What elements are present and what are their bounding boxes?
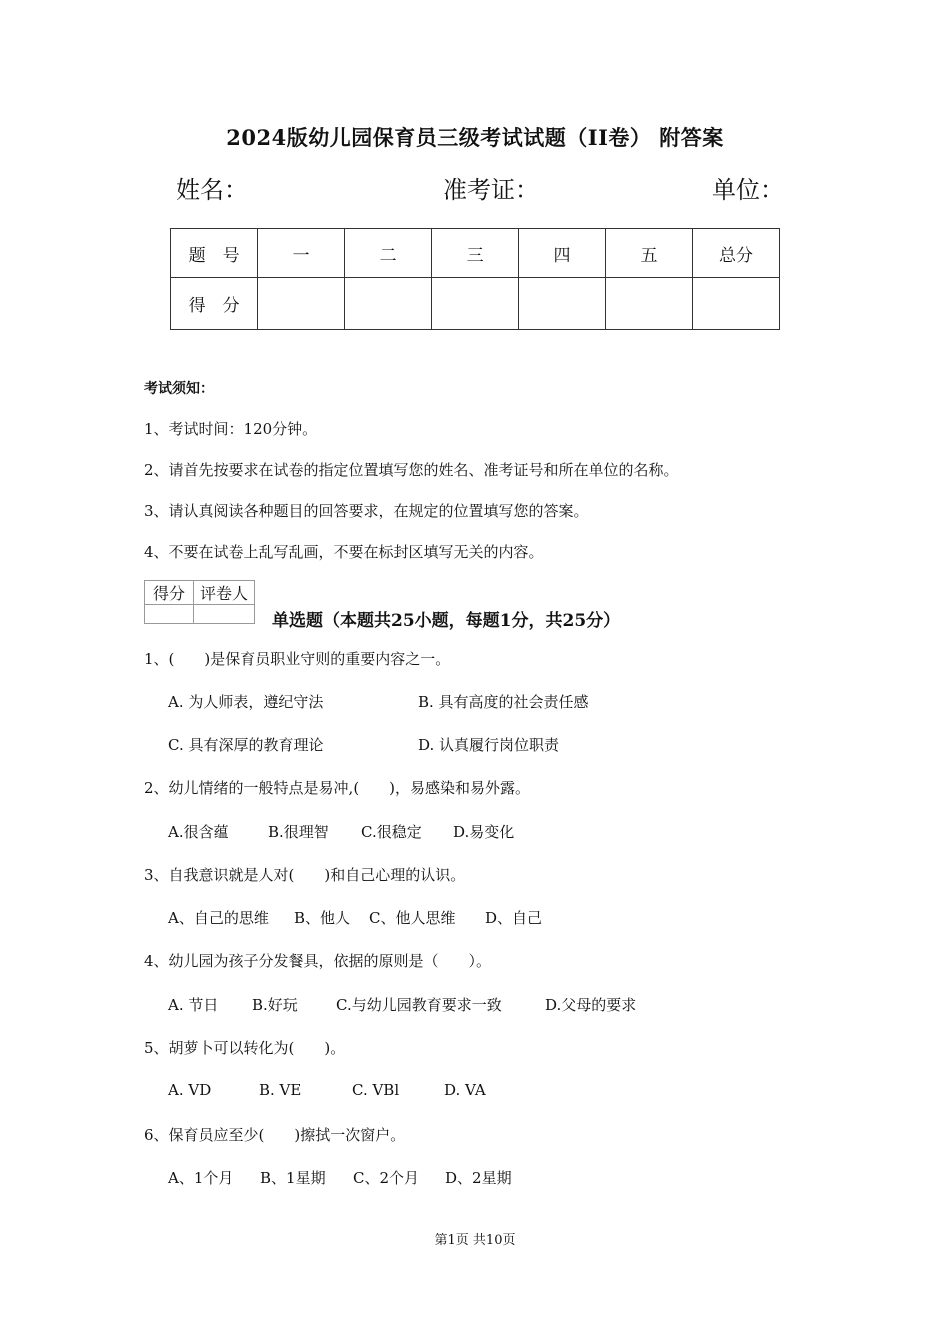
- score-header-cell: 一: [258, 229, 345, 278]
- question-1-option-d: D. 认真履行岗位职责: [418, 736, 560, 754]
- name-label: 姓名：: [176, 176, 248, 204]
- unit-label: 单位：: [712, 176, 784, 204]
- score-cell[interactable]: [345, 278, 432, 330]
- question-2-option-d: D.易变化: [453, 823, 515, 841]
- page-footer: 第1页 共10页: [434, 1233, 516, 1248]
- grader-score-label: 得分: [145, 581, 194, 605]
- grader-reviewer-label: 评卷人: [194, 581, 255, 605]
- question-2-option-c: C.很稳定: [361, 823, 422, 841]
- question-4-option-c: C.与幼儿园教育要求一致: [336, 996, 502, 1014]
- question-3-option-a: A、自己的思维: [168, 909, 269, 927]
- question-3-option-b: B、他人: [294, 909, 351, 927]
- question-1: 1、( )是保育员职业守则的重要内容之一。: [144, 650, 451, 668]
- question-4-option-a: A. 节日: [168, 996, 219, 1014]
- grader-box: [144, 580, 255, 624]
- notice-item: 4、不要在试卷上乱写乱画，不要在标封区填写无关的内容。: [144, 543, 544, 561]
- score-header-cell: 五: [606, 229, 693, 278]
- question-2-option-a: A.很含蕴: [168, 823, 229, 841]
- grader-score-cell[interactable]: [145, 605, 194, 624]
- notice-item: 1、考试时间：120分钟。: [144, 420, 318, 438]
- exam-title: 2024版幼儿园保育员三级考试试题（II卷） 附答案: [226, 125, 724, 150]
- score-cell[interactable]: [258, 278, 345, 330]
- score-header-cell: 题 号: [171, 229, 258, 278]
- question-5-option-d: D. VA: [444, 1081, 486, 1099]
- question-2-option-b: B.很理智: [268, 823, 329, 841]
- question-3-option-c: C、他人思维: [369, 909, 456, 927]
- question-5: 5、胡萝卜可以转化为( )。: [144, 1039, 346, 1057]
- question-4-option-b: B.好玩: [252, 996, 298, 1014]
- question-6-option-c: C、2个月: [353, 1169, 420, 1187]
- grader-reviewer-cell[interactable]: [194, 605, 255, 624]
- score-cell[interactable]: [519, 278, 606, 330]
- question-3: 3、自我意识就是人对( )和自己心理的认识。: [144, 866, 466, 884]
- score-table: [170, 228, 780, 330]
- section-title: 单选题（本题共25小题，每题1分，共25分）: [272, 611, 621, 631]
- score-table-score-row: [171, 278, 780, 330]
- notice-item: 2、请首先按要求在试卷的指定位置填写您的姓名、准考证号和所在单位的名称。: [144, 461, 679, 479]
- score-cell[interactable]: [432, 278, 519, 330]
- score-row-label: 得 分: [171, 278, 258, 330]
- question-5-option-b: B. VE: [259, 1081, 302, 1099]
- question-4-option-d: D.父母的要求: [545, 996, 637, 1014]
- question-6: 6、保育员应至少( )擦拭一次窗户。: [144, 1126, 406, 1144]
- score-header-cell: 总分: [692, 229, 779, 278]
- question-6-option-d: D、2星期: [445, 1169, 512, 1187]
- question-1-option-c: C. 具有深厚的教育理论: [168, 736, 324, 754]
- question-1-option-b: B. 具有高度的社会责任感: [418, 693, 589, 711]
- score-header-cell: 四: [519, 229, 606, 278]
- question-6-option-b: B、1星期: [260, 1169, 326, 1187]
- score-cell[interactable]: [692, 278, 779, 330]
- question-4: 4、幼儿园为孩子分发餐具，依据的原则是（ ）。: [144, 952, 492, 970]
- question-1-option-a: A. 为人师表，遵纪守法: [168, 693, 324, 711]
- notice-item: 3、请认真阅读各种题目的回答要求，在规定的位置填写您的答案。: [144, 502, 589, 520]
- score-header-cell: 三: [432, 229, 519, 278]
- question-3-option-d: D、自己: [485, 909, 543, 927]
- score-cell[interactable]: [606, 278, 693, 330]
- score-header-cell: 二: [345, 229, 432, 278]
- question-6-option-a: A、1个月: [168, 1169, 234, 1187]
- question-5-option-a: A. VD: [168, 1081, 212, 1099]
- score-table-header-row: [171, 229, 780, 278]
- exam-id-label: 准考证：: [443, 176, 539, 204]
- notice-heading: 考试须知：: [144, 381, 214, 397]
- question-5-option-c: C. VBl: [352, 1081, 400, 1099]
- question-2: 2、幼儿情绪的一般特点是易冲,( )，易感染和易外露。: [144, 779, 531, 797]
